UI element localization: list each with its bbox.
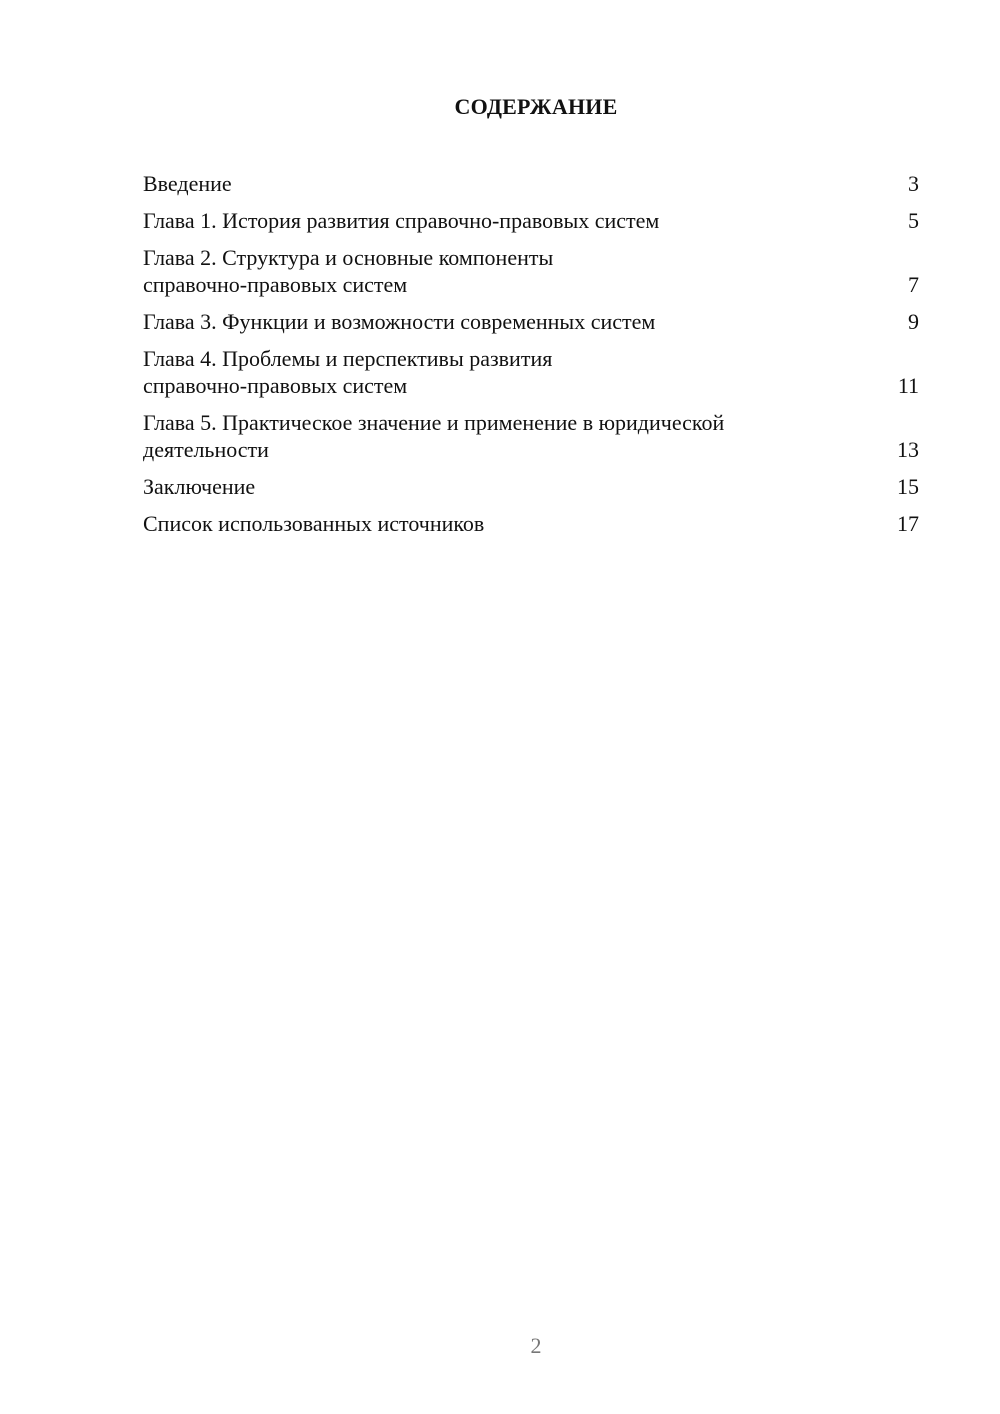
toc-title: СОДЕРЖАНИЕ [454,94,618,119]
toc-entry-text [143,207,889,234]
toc-entry-line: Глава 5. Практическое значение и применение в юридической [143,410,725,435]
toc-entry-line: Глава 4. Проблемы и перспективы развития [143,346,553,371]
toc-entry-page: 11 [897,373,919,398]
toc-entry-page: 17 [897,511,919,536]
toc-entry-page: 3 [908,171,919,196]
toc-entry-line: Заключение [143,474,256,499]
toc-entry-page: 5 [908,208,919,233]
toc-entry-page: 7 [908,272,919,297]
toc-entry-text [143,510,889,537]
toc-entry-page: 13 [897,437,919,462]
toc-entry-chapter-2 [143,244,919,298]
page-number: 2 [530,1333,542,1358]
toc-entry-line: Введение [143,171,232,196]
toc-entry-text [143,244,889,298]
toc-entry-text [143,170,889,197]
toc-entry-line: справочно-правовых систем [143,373,408,398]
toc-entry-line: деятельности [143,437,269,462]
toc-entry-text [143,308,889,335]
toc-entry-text [143,473,889,500]
toc-entry-chapter-1 [143,207,919,234]
toc-entry-conclusion [143,473,919,500]
toc-entry-page: 15 [897,474,919,499]
toc-entry-line: справочно-правовых систем [143,272,408,297]
toc-entry-text [143,345,889,399]
toc-entry-chapter-4 [143,345,919,399]
toc-entry-text [143,409,889,463]
toc-entry-page: 9 [908,309,919,334]
toc-entry-chapter-3 [143,308,919,335]
toc-entry-introduction [143,170,919,197]
toc-entry-references [143,510,919,537]
toc-entry-line: Глава 2. Структура и основные компоненты [143,245,554,270]
toc-entry-line: Глава 3. Функции и возможности современных систем [143,309,656,334]
toc-entry-line: Список использованных источников [143,511,485,536]
toc-entry-chapter-5 [143,409,919,463]
table-of-contents [143,170,919,547]
toc-entry-line: Глава 1. История развития справочно-правовых систем [143,208,660,233]
